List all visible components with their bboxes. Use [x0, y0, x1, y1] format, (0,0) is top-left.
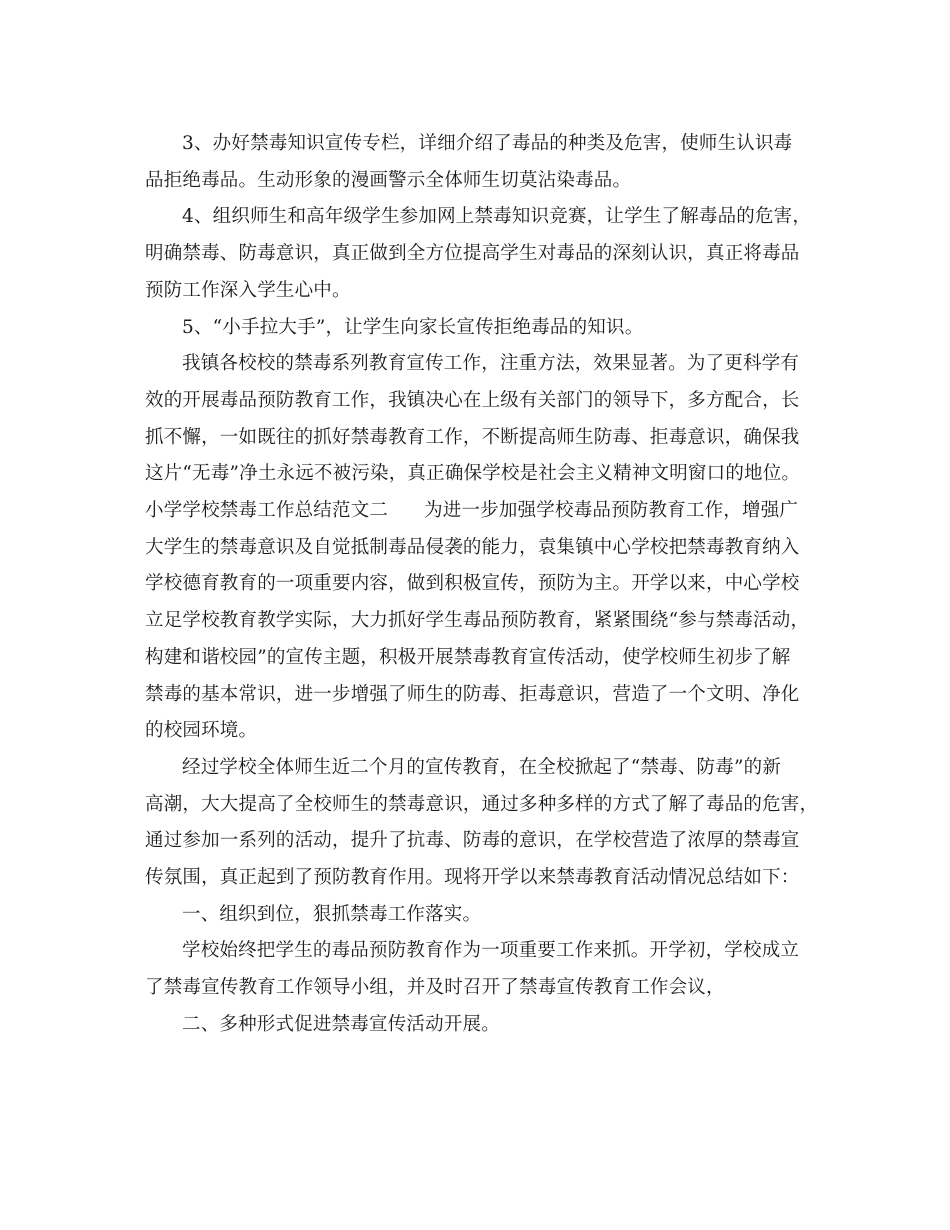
- text-line: 二、多种形式促进禁毒宣传活动开展。: [182, 1013, 500, 1035]
- paragraph-overview: [145, 750, 819, 897]
- paragraph-item-3: [145, 126, 813, 199]
- text-line: 学校德育教育的一项重要内容，做到积极宣传，预防为主。开学以来，中心学校: [145, 573, 800, 595]
- text-line: [145, 493, 813, 530]
- text-line: 了禁毒宣传教育工作领导小组，并及时召开了禁毒宣传教育工作会议，: [145, 977, 725, 999]
- paragraph-sample-two: [145, 493, 813, 750]
- text-line-rest: 为进一步加强学校毒品预防教育工作，增强广: [424, 500, 799, 522]
- text-line: 经过学校全体师生近二个月的宣传教育，在全校掀起了“禁毒、防毒”的新: [182, 756, 782, 778]
- text-line: 学校始终把学生的毒品预防教育作为一项重要工作来抓。开学初，学校成立: [182, 940, 800, 962]
- text-line: 一、组织到位，狠抓禁毒工作落实。: [182, 903, 482, 925]
- text-line: 3、办好禁毒知识宣传专栏，详细介绍了毒品的种类及危害，使师生认识毒: [182, 133, 793, 154]
- text-line: 效的开展毒品预防教育工作，我镇决心在上级有关部门的领导下，多方配合，长: [145, 389, 800, 411]
- paragraph-summary: [145, 346, 813, 493]
- paragraph-item-5: [145, 310, 813, 347]
- text-line: 预防工作深入学生心中。: [145, 279, 351, 301]
- text-line: 品拒绝毒品。生动形象的漫画警示全体师生切莫沾染毒品。: [145, 169, 632, 191]
- text-line: 立足学校教育教学实际，大力抓好学生毒品预防教育，紧紧围绕“参与禁毒活动，: [145, 610, 810, 632]
- text-line: 高潮，大大提高了全校师生的禁毒意识，通过多种多样的方式了解了毒品的危害，: [145, 793, 819, 815]
- heading-section-one: [145, 897, 813, 934]
- text-line: 明确禁毒、防毒意识，真正做到全方位提高学生对毒品的深刻认识，真正将毒品: [145, 243, 800, 265]
- paragraph-section-one: [145, 933, 813, 1006]
- section-title: 小学学校禁毒工作总结范文二: [145, 500, 389, 522]
- text-line: 禁毒的基本常识，进一步增强了师生的防毒、拒毒意识，营造了一个文明、净化: [145, 683, 800, 705]
- text-line: 4、组织师生和高年级学生参加网上禁毒知识竞赛，让学生了解毒品的危害，: [182, 206, 812, 228]
- paragraph-item-4: [145, 199, 813, 309]
- document-body: [145, 126, 819, 1044]
- text-line: 传氛围，真正起到了预防教育作用。现将开学以来禁毒教育活动情况总结如下：: [145, 867, 800, 889]
- text-line: 大学生的禁毒意识及自觉抵制毒品侵袭的能力，袁集镇中心学校把禁毒教育纳入: [145, 536, 800, 558]
- text-line: 这片“无毒”净土永远不被污染，真正确保学校是社会主义精神文明窗口的地位。: [145, 463, 801, 485]
- text-line: 5、“小手拉大手”，让学生向家长宣传拒绝毒品的知识。: [182, 316, 644, 338]
- text-line: 通过参加一系列的活动，提升了抗毒、防毒的意识，在学校营造了浓厚的禁毒宣: [145, 830, 800, 852]
- text-line: 构建和谐校园”的宣传主题，积极开展禁毒教育宣传活动，使学校师生初步了解: [145, 646, 791, 668]
- text-line: 抓不懈，一如既往的抓好禁毒教育工作，不断提高师生防毒、拒毒意识，确保我: [145, 426, 800, 448]
- text-line: 我镇各校校的禁毒系列教育宣传工作，注重方法，效果显著。为了更科学有: [182, 353, 800, 375]
- heading-section-two: [145, 1007, 813, 1044]
- text-line: 的校园环境。: [145, 720, 258, 742]
